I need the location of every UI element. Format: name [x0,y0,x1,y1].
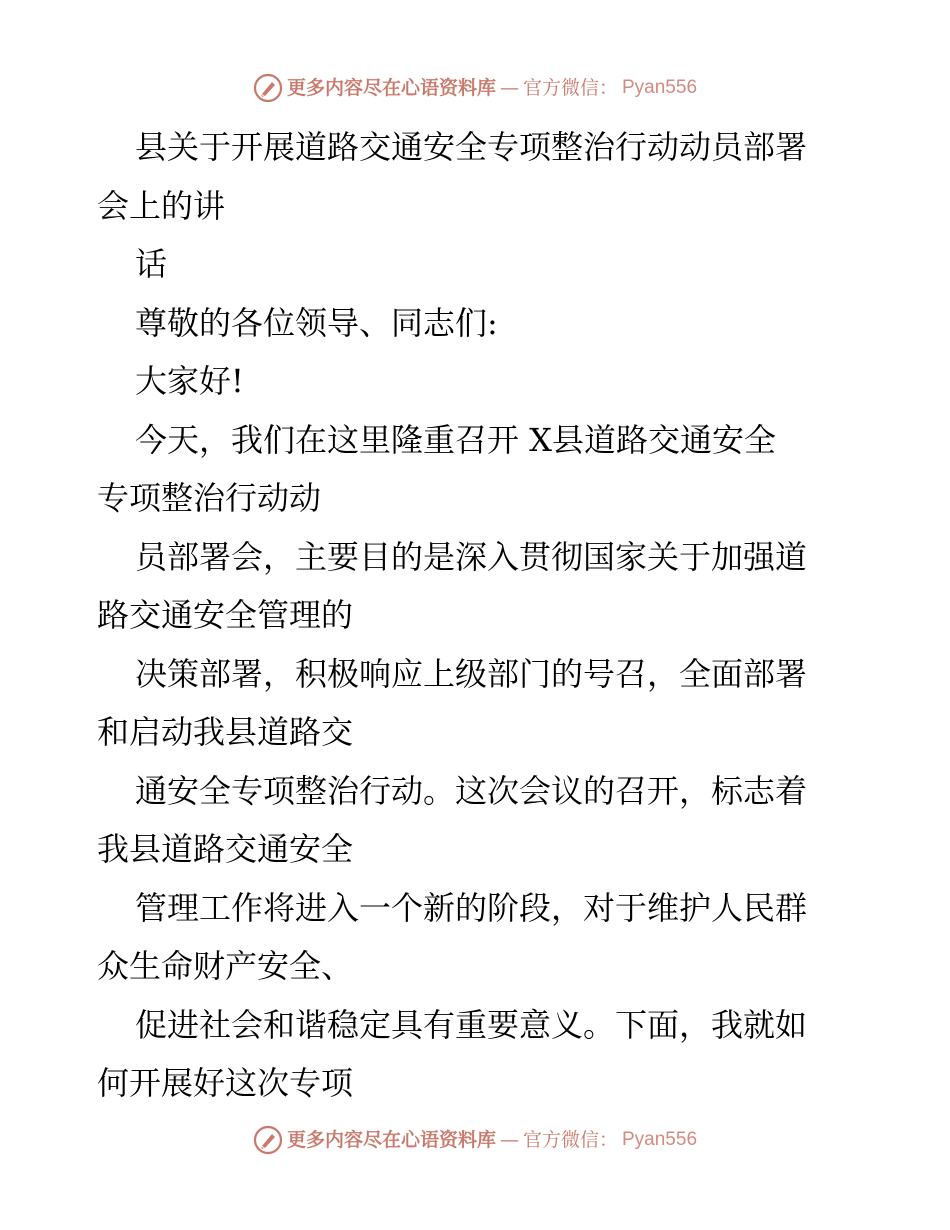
pen-nib-logo-icon [253,73,283,103]
header-watermark [0,73,950,103]
text-line: 话 [135,245,168,283]
document-body [97,118,857,1113]
watermark-wechat-id: Pyan556 [622,1129,698,1150]
pen-nib-logo-icon [253,1125,283,1155]
text-line: 路交通安全管理的 [97,596,354,634]
watermark-wechat-id: Pyan556 [622,77,698,98]
text-line: 众生命财产安全、 [97,947,354,985]
text-line: 今天，我们在这里隆重召开 X县道路交通安全 [135,420,776,459]
text-line: 专项整治行动动 [97,479,322,517]
text-line: 尊敬的各位领导、同志们: [135,303,498,342]
text-line: 决策部署，积极响应上级部门的号召，全面部署 [135,654,808,693]
watermark-label: 官方微信： [522,77,618,99]
watermark-main-text: 更多内容尽在心语资料库 [286,1129,496,1151]
text-line: 县关于开展道路交通安全专项整治行动动员部署 [135,128,808,166]
text-line: 会上的讲 [97,186,226,225]
watermark-dash: — [499,77,519,99]
text-line: 员部署会，主要目的是深入贯彻国家关于加强道 [135,537,808,576]
footer-watermark [0,1125,950,1155]
text-line: 大家好! [135,362,244,400]
watermark-main-text: 更多内容尽在心语资料库 [286,77,496,99]
watermark-dash: — [499,1129,519,1151]
text-line: 促进社会和谐稳定具有重要意义。下面，我就如 [135,1005,808,1044]
text-line: 管理工作将进入一个新的阶段，对于维护人民群 [135,888,808,927]
text-line: 我县道路交通安全 [97,830,354,868]
watermark-label: 官方微信： [522,1129,618,1151]
text-line: 何开展好这次专项 [97,1064,354,1102]
text-line: 通安全专项整治行动。这次会议的召开，标志着 [135,771,808,810]
text-line: 和启动我县道路交 [97,713,354,751]
